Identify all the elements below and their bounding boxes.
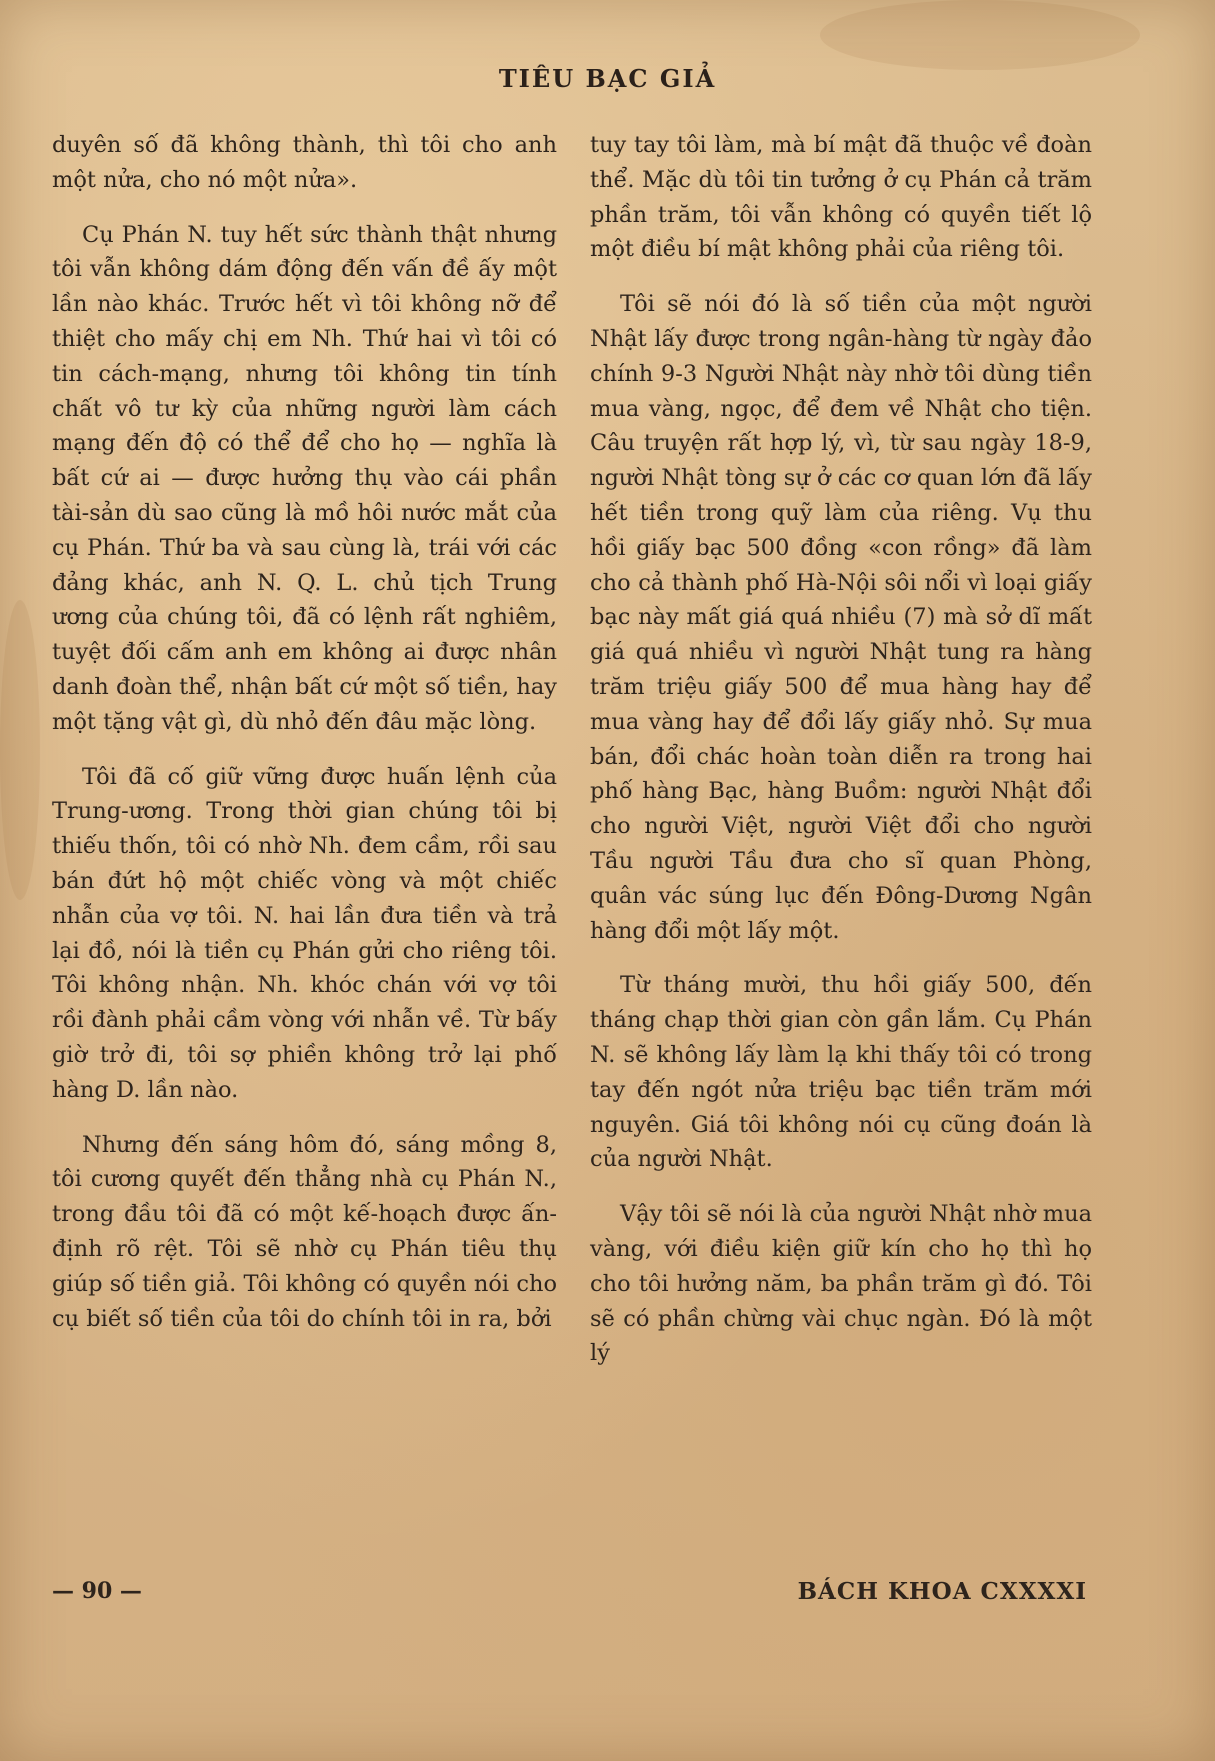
paragraph: Tôi đã cố giữ vững được huấn lệnh của Trung-ương. Trong thời gian chúng tôi bị thiếu thốn, tôi có nhờ Nh. đem cầm, rồi sau bán đứt hộ một chiếc vòng và một chiếc nhẫn của vợ tôi. N. hai lần đưa tiền và trả lại đồ, nói là tiền cụ Phán gửi cho riêng tôi. Tôi không nhận. Nh. khóc chán với vợ tôi rồi đành phải cầm vòng với nhẫn về. Từ bấy giờ trở đi, tôi sợ phiền không trở lại phố hàng D. lần nào. <box>52 763 557 1103</box>
paragraph: duyên số đã không thành, thì tôi cho anh một nửa, cho nó một nửa». <box>52 132 557 193</box>
publication-title: BÁCH KHOA CXXXXI <box>797 1578 1087 1605</box>
paragraph: tuy tay tôi làm, mà bí mật đã thuộc về đoàn thể. Mặc dù tôi tin tưởng ở cụ Phán cả trăm phần trăm, tôi vẫn không có quyền tiết lộ một điều bí mật không phải của riêng tôi. <box>590 132 1092 263</box>
paragraph: Từ tháng mười, thu hồi giấy 500, đến tháng chạp thời gian còn gần lắm. Cụ Phán N. sẽ không lấy làm lạ khi thấy tôi có trong tay đến ngót nửa triệu bạc tiền trăm mới nguyên. Giá tôi không nói cụ cũng đoán là của người Nhật. <box>590 972 1092 1173</box>
page-number: — 90 — <box>52 1578 142 1604</box>
paragraph: Nhưng đến sáng hôm đó, sáng mồng 8, tôi cương quyết đến thẳng nhà cụ Phán N., trong đầu tôi đã có một kế-hoạch được ấn-định rõ rệt. Tôi sẽ nhờ cụ Phán tiêu thụ giúp số tiền giả. Tôi không có quyền nói cho cụ biết số tiền của tôi do chính tôi in ra, bởi <box>52 1131 557 1332</box>
paragraph: Cụ Phán N. tuy hết sức thành thật nhưng tôi vẫn không dám động đến vấn đề ấy một lần nào khác. Trước hết vì tôi không nỡ để thiệt cho mấy chị em Nh. Thứ hai vì tôi có tin cách-mạng, nhưng tôi không tin tính chất vô tư kỳ của những người làm cách mạng đến độ có thể để cho họ — nghĩa là bất cứ ai — được hưởng thụ vào cái phần tài-sản dù sao cũng là mồ hôi nước mắt của cụ Phán. Thứ ba và sau cùng là, trái với các đảng khác, anh N. Q. L. chủ tịch Trung ương của chúng tôi, đã có lệnh rất nghiêm, tuyệt đối cấm anh em không ai được nhân danh đoàn thể, nhận bất cứ một số tiền, hay một tặng vật gì, dù nhỏ đến đâu mặc lòng. <box>52 221 557 735</box>
running-title: TIÊU BẠC GIẢ <box>498 64 717 93</box>
paper-stain <box>0 600 40 900</box>
right-column <box>590 128 1092 1391</box>
paragraph: Vậy tôi sẽ nói là của người Nhật nhờ mua vàng, với điều kiện giữ kín cho họ thì họ cho tôi hưởng năm, ba phần trăm gì đó. Tôi sẽ có phần chừng vài chục ngàn. Đó là một lý <box>590 1201 1092 1367</box>
paper-stain <box>820 0 1140 70</box>
paragraph: Tôi sẽ nói đó là số tiền của một người Nhật lấy được trong ngân-hàng từ ngày đảo chính 9-3 Người Nhật này nhờ tôi dùng tiền mua vàng, ngọc, để đem về Nhật cho tiện. Câu truyện rất hợp lý, vì, từ sau ngày 18-9, người Nhật tòng sự ở các cơ quan lớn đã lấy hết tiền trong quỹ làm của riêng. Vụ thu hồi giấy bạc 500 đồng «con rồng» đã làm cho cả thành phố Hà-Nội sôi nổi vì loại giấy bạc này mất giá quá nhiều (7) mà sở dĩ mất giá quá nhiều vì người Nhật tung ra hàng trăm triệu giấy 500 để mua hàng hay để mua vàng hay để đổi lấy giấy nhỏ. Sự mua bán, đổi chác hoàn toàn diễn ra trong hai phố hàng Bạc, hàng Buồm: người Nhật đổi cho người Việt, người Việt đổi cho người Tầu người Tầu đưa cho sĩ quan Phòng, quân vác súng lục đến Đông-Dương Ngân hàng đổi một lấy một. <box>590 291 1092 944</box>
left-column <box>52 128 557 1356</box>
